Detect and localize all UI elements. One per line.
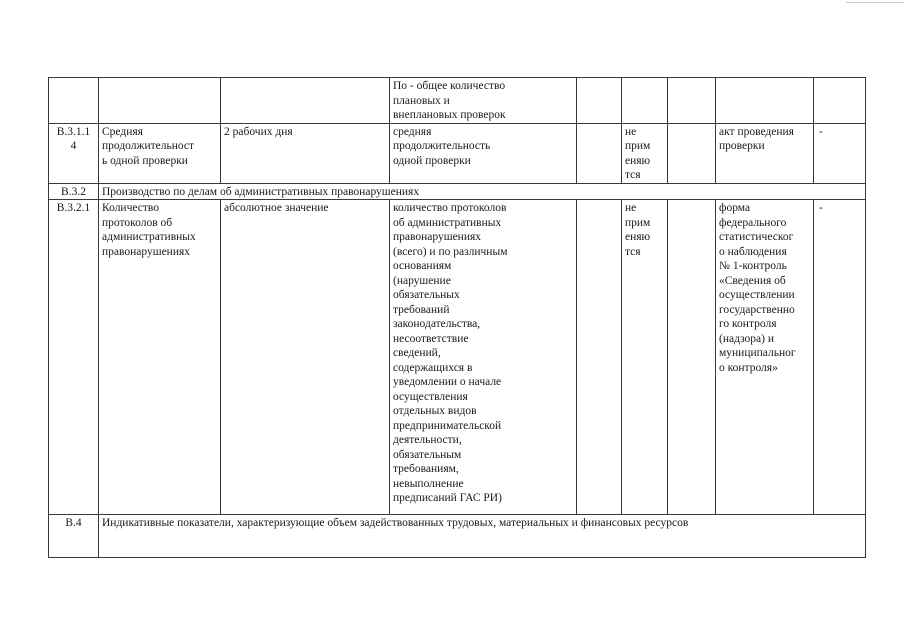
row-code: В.3.1.1 4: [49, 123, 99, 183]
table-cell: [668, 78, 716, 124]
row-code: В.3.2: [49, 183, 99, 200]
applicability-cell: не прим еняю тся: [622, 200, 668, 515]
note-dash: -: [819, 125, 823, 138]
note-dash: -: [819, 202, 823, 214]
table-row: [49, 183, 866, 200]
formula-cell: По - общее количество плановых и внеплановых проверок: [390, 78, 577, 124]
table-cell: [577, 123, 622, 183]
indicator-name: Количество протоколов об административных правонарушениях: [99, 200, 221, 515]
formula-cell: количество протоколов об административных правонарушениях (всего) и по различным основаниям (нарушение обязательных требований законодательства, несоответствие сведений, содержащихся в уведомлении о начале осуществления отдельных видов предпринимательской деятельности, обязательным требованиям, невыполнение предписаний ГАС РИ): [390, 200, 577, 515]
table-cell: [716, 78, 814, 124]
table-cell: [99, 78, 221, 124]
table-cell: [577, 200, 622, 515]
scan-edge-mark: [846, 2, 904, 3]
note-cell: [814, 200, 866, 515]
indicator-type: абсолютное значение: [221, 200, 390, 515]
row-code: В.3.2.1: [49, 200, 99, 515]
table-cell: [577, 78, 622, 124]
section-title: Индикативные показатели, характеризующие объем задействованных трудовых, материальных и финансовых ресурсов: [99, 515, 866, 558]
source-cell: форма федерального статистическог о наблюдения № 1-контроль «Сведения об осуществлении государственно го контроля (надзора) и муниципальног о контроля»: [716, 200, 814, 515]
table-row: [49, 200, 866, 515]
table-cell: [668, 200, 716, 515]
indicator-type: 2 рабочих дня: [221, 123, 390, 183]
row-code: В.4: [49, 515, 99, 558]
table-cell: [221, 78, 390, 124]
table-row: [49, 515, 866, 558]
indicator-name: Средняя продолжительност ь одной проверки: [99, 123, 221, 183]
table-cell: [622, 78, 668, 124]
source-cell: акт проведения проверки: [716, 123, 814, 183]
formula-cell: средняя продолжительность одной проверки: [390, 123, 577, 183]
note-cell: [814, 123, 866, 183]
table-cell: [814, 78, 866, 124]
indicators-table: [48, 77, 866, 558]
section-title: Производство по делам об административных правонарушениях: [99, 183, 866, 200]
table-cell: [49, 78, 99, 124]
table-cell: [668, 123, 716, 183]
table-row: [49, 123, 866, 183]
table-row: [49, 78, 866, 124]
applicability-cell: не прим еняю тся: [622, 123, 668, 183]
